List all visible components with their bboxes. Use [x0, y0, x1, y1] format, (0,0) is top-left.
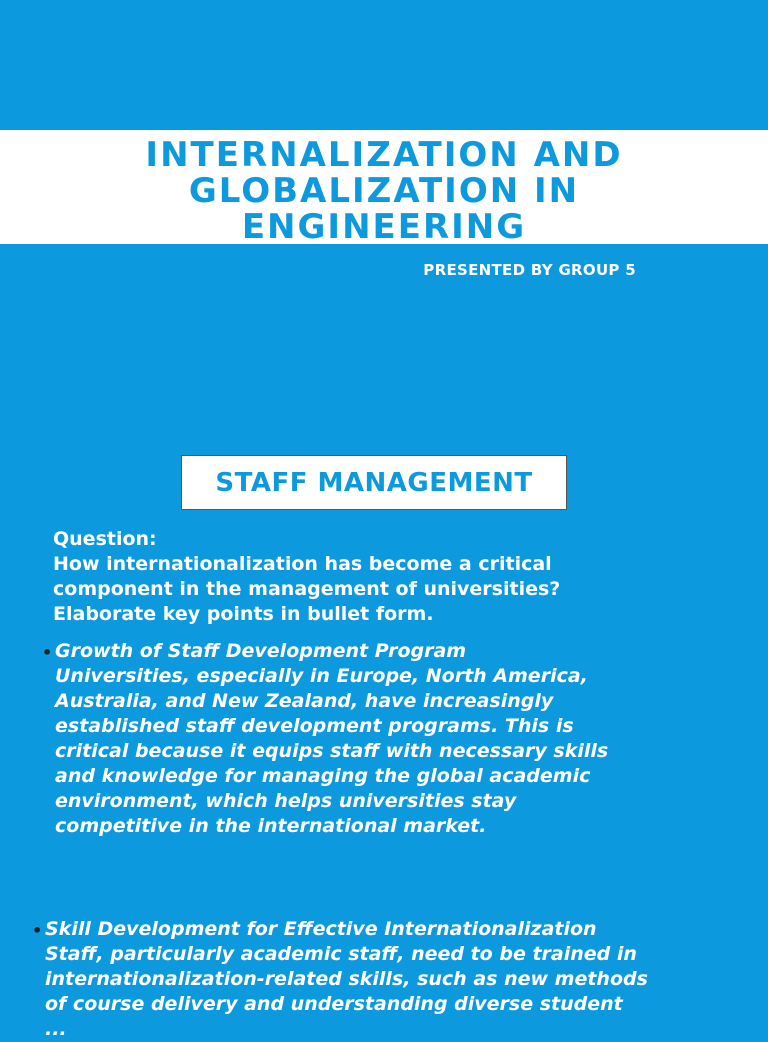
bullet-line: Australia, and New Zealand, have increasingly [55, 690, 554, 712]
section-heading-box [181, 455, 567, 510]
bullet-line: internationalization-related skills, such as new methods [45, 968, 648, 990]
question-line: Question: [53, 528, 157, 550]
bullet-line: critical because it equips staff with necessary skills [55, 740, 609, 762]
bullet-line: established staff development programs. This is [55, 715, 574, 737]
bullet-line: Staff, particularly academic staff, need to be trained in [45, 943, 637, 965]
question-line: How internationalization has become a critical [53, 553, 552, 575]
title-line: ENGINEERING [241, 207, 527, 247]
question-block [53, 527, 733, 627]
bullet-line: of course delivery and understanding diverse student [45, 993, 623, 1015]
bullet-item [42, 639, 755, 839]
bullet-dot-icon: • [42, 643, 53, 662]
bullet-dot-icon: • [32, 921, 43, 940]
title-line: INTERNALIZATION AND [145, 135, 623, 175]
question-line: component in the management of universities? [53, 578, 561, 600]
bullet-line: ... [45, 1018, 67, 1040]
bullet-line: Skill Development for Effective Internationalization [45, 918, 597, 940]
section-title: STAFF MANAGEMENT [215, 467, 533, 498]
slide-subtitle: PRESENTED BY GROUP 5 [423, 261, 636, 279]
bullet-line: environment, which helps universities stay [55, 790, 517, 812]
title-line: GLOBALIZATION IN [188, 171, 580, 211]
bullet-line: competitive in the international market. [55, 815, 487, 837]
bullet-line: Growth of Staff Development Program [55, 640, 467, 662]
slide-title [0, 137, 768, 245]
bullet-item [32, 917, 765, 1042]
question-line: Elaborate key points in bullet form. [53, 603, 434, 625]
bullet-line: Universities, especially in Europe, North America, [55, 665, 588, 687]
bullet-line: and knowledge for managing the global academic [55, 765, 591, 787]
